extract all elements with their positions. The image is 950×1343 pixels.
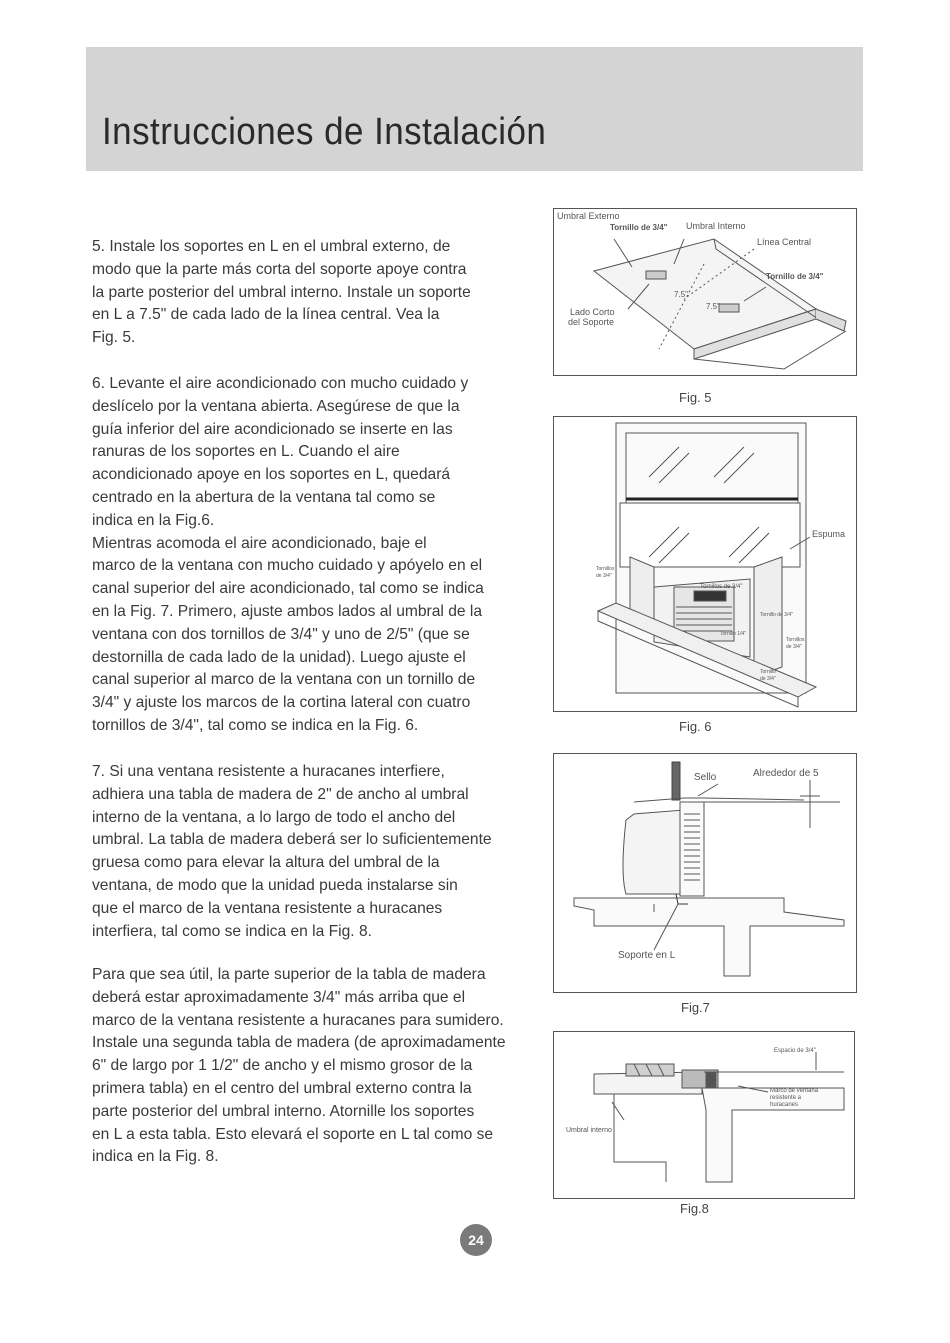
label-del-soporte: del Soporte bbox=[568, 317, 615, 327]
label-umbral-externo: Umbral Externo bbox=[557, 211, 620, 221]
label-tornillo-r4-size: de 3/4" bbox=[760, 676, 776, 682]
figure-8 bbox=[553, 1031, 855, 1199]
label-tornillo-r2: Tornillo 1/4" bbox=[720, 631, 746, 637]
label-alrededor: Alrededor de 5 bbox=[753, 768, 819, 779]
step-7-note-text: Para que sea útil, la parte superior de la tabla de madera deberá estar aproximadamente 3/4" más arriba que el marco de la ventana resistente a huracanes para sumidero. Instale una segunda tabla de madera (de aproximadamente 6" de largo por 1 1/2" de ancho y el mismo grosor de la primera tabla) en el centro del umbral externo contra la parte posterior del umbral interno. Atornille los soportes en L a esta tabla. Esto elevará el soporte en L tal como se indica en la Fig. 8. bbox=[92, 966, 506, 1166]
label-tornillo-r1: Tornillo de 3/4" bbox=[760, 612, 793, 618]
page-title: Instrucciones de Instalación bbox=[102, 111, 547, 153]
label-sello: Sello bbox=[694, 772, 717, 783]
label-marco-resistente: resistente a bbox=[770, 1095, 802, 1101]
label-umbral-interno-8: Umbral interno bbox=[566, 1127, 612, 1134]
label-marco-ventana: Marco de ventana bbox=[770, 1088, 819, 1094]
label-tornillo-r4: Tornillo bbox=[760, 669, 776, 675]
figure-6-drawing bbox=[554, 417, 856, 711]
figure-7-caption: Fig.7 bbox=[681, 1000, 710, 1015]
figure-8-drawing bbox=[554, 1032, 854, 1198]
figure-5-drawing bbox=[554, 209, 856, 375]
figure-5 bbox=[553, 208, 857, 376]
label-tornillos-mid: Tornillos de 3/4" bbox=[700, 584, 743, 590]
label-marco-huracanes: huracanes bbox=[770, 1102, 799, 1108]
label-lado-corto: Lado Corto bbox=[570, 307, 615, 317]
label-espuma: Espuma bbox=[812, 529, 846, 539]
step-5-text: 5. Instale los soportes en L en el umbral externo, de modo que la parte más corta del soporte apoye contra la parte posterior del umbral interno. Instale un soporte en L a 7.5" de cada lado de la línea central. Vea la Fig. 5. bbox=[92, 238, 471, 347]
label-dim-right: 7.5" bbox=[706, 302, 720, 311]
label-umbral-interno: Umbral Interno bbox=[686, 221, 746, 231]
label-tornillos-left: Tornillos bbox=[596, 566, 615, 572]
label-tornillo-1: Tornillo de 3/4" bbox=[610, 223, 668, 232]
figure-6-caption: Fig. 6 bbox=[679, 719, 712, 734]
label-soporte-en-l: Soporte en L bbox=[618, 950, 676, 961]
figure-7-drawing bbox=[554, 754, 856, 992]
label-tornillo-2: Tornillo de 3/4" bbox=[766, 272, 824, 281]
step-7-text: 7. Si una ventana resistente a huracanes interfiere, adhiera una tabla de madera de 2" de ancho al umbral interno de la ventana, a lo largo de todo el ancho del umbral. La tabla de madera deberá ser lo suficientemente gruesa como para elevar la altura del umbral de la ventana, de modo que la unidad pueda instalarse sin que el marco de la ventana resistente a huracanes interfiera, tal como se indica en la Fig. 8. bbox=[92, 763, 492, 940]
step-6-text: 6. Levante el aire acondicionado con mucho cuidado y deslícelo por la ventana abierta. Asegúrese de que la guía inferior del aire acondicionado se inserte en las ranuras de los soportes en L. Cuando el aire acondicionado apoye en los soportes en L, quedará centrado en la abertura de la ventana tal como se indica en la Fig.6. Mientras acomoda el aire acondicionado, baje el marco de la ventana con mucho cuidado y apóyelo en el canal superior del aire acondicionado, tal como se indica en la Fig. 7. Primero, ajuste ambos lados al umbral de la ventana con dos tornillos de 3/4" y uno de 2/5" (que se destornilla de cada lado de la unidad). Luego ajuste el canal superior al marco de la ventana con un tornillo de 3/4" y ajuste los marcos de la cortina lateral con cuatro tornillos de 3/4", tal como se indica en la Fig. 6. bbox=[92, 375, 484, 734]
label-tornillos-r3-size: de 3/4" bbox=[786, 644, 802, 650]
figure-5-caption: Fig. 5 bbox=[679, 390, 712, 405]
label-tornillos-left-size: de 3/4" bbox=[596, 573, 612, 579]
figure-8-caption: Fig.8 bbox=[680, 1201, 709, 1216]
page-number-badge: 24 bbox=[460, 1224, 492, 1256]
figure-6 bbox=[553, 416, 857, 712]
label-espacio: Espacio de 3/4" bbox=[774, 1048, 816, 1054]
page-header bbox=[86, 47, 863, 171]
figure-7 bbox=[553, 753, 857, 993]
label-tornillos-r3: Tornillos bbox=[786, 637, 805, 643]
label-linea-central: Línea Central bbox=[757, 237, 812, 247]
label-dim-left: 7.5" bbox=[674, 290, 688, 299]
